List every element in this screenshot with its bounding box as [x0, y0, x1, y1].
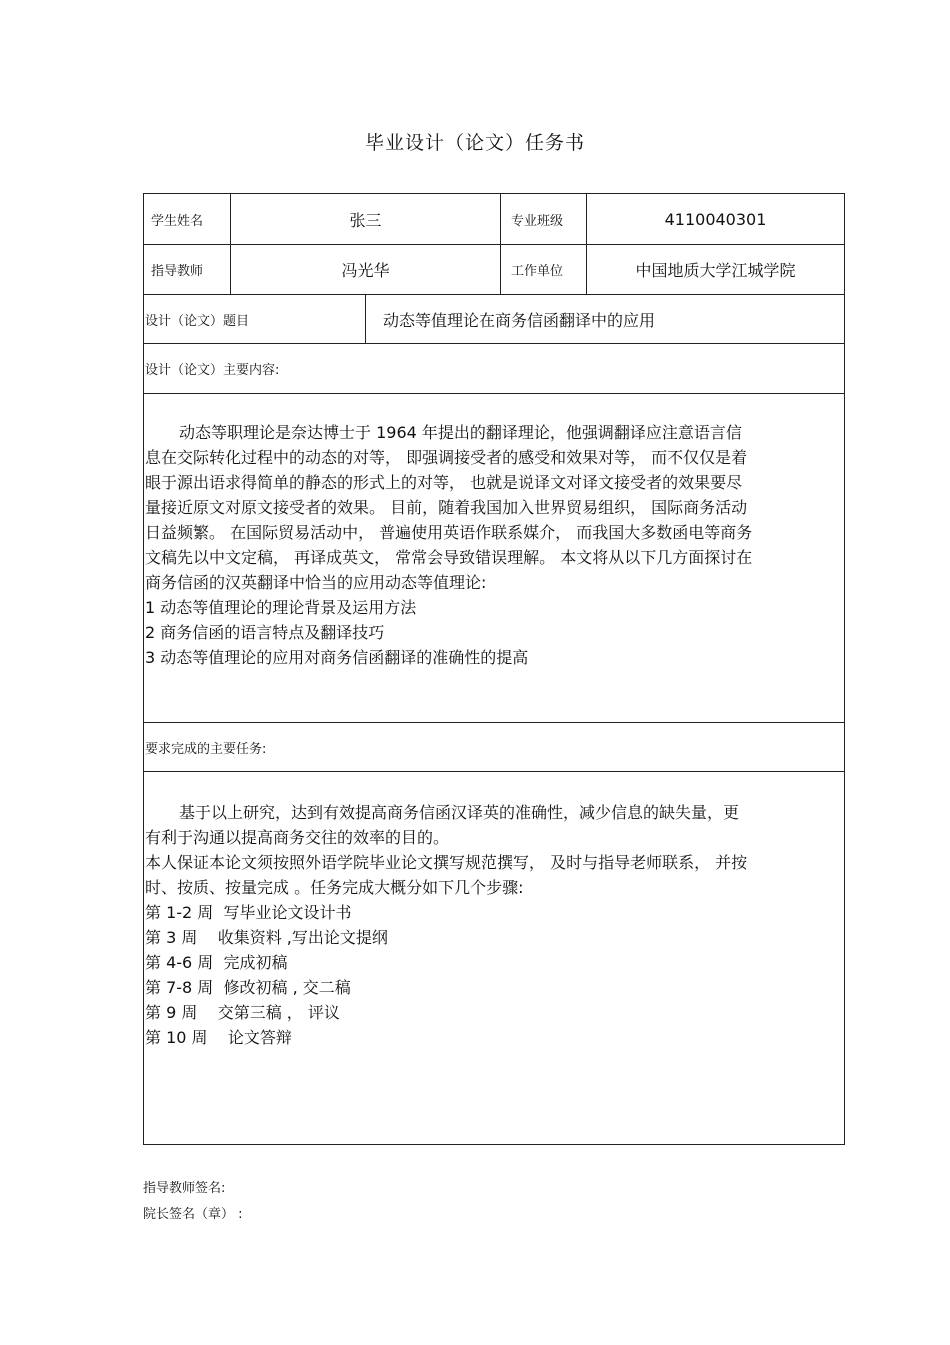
row-topic	[144, 295, 844, 344]
workplace-value: 中国地质大学江城学院	[635, 261, 796, 280]
task-form-table	[143, 193, 845, 1145]
content-item: 1 动态等值理论的理论背景及运用方法	[145, 598, 417, 617]
content-body	[145, 420, 838, 670]
row-content-body	[144, 394, 844, 723]
topic-value: 动态等值理论在商务信函翻译中的应用	[383, 310, 656, 330]
student-name-label: 学生姓名	[144, 194, 231, 244]
document-title: 毕业设计（论文）任务书	[364, 132, 585, 154]
content-section-label: 设计（论文）主要内容:	[145, 363, 280, 378]
schedule-step: 第 10 周 论文答辩	[145, 1028, 292, 1047]
content-line: 文稿先以中文定稿， 再译成英文， 常常会导致错误理解。 本文将从以下几方面探讨在	[145, 548, 753, 567]
major-class-label: 专业班级	[501, 194, 587, 244]
advisor-label: 指导教师	[144, 245, 231, 294]
tasks-section-label: 要求完成的主要任务:	[145, 741, 267, 757]
tasks-line: 时、按质、按量完成 。任务完成大概分如下几个步骤:	[145, 878, 524, 897]
topic-label: 设计（论文）题目	[144, 295, 366, 343]
advisor-value: 冯光华	[231, 245, 501, 294]
row-tasks-body	[144, 772, 844, 1144]
content-line: 息在交际转化过程中的动态的对等， 即强调接受者的感受和效果对等， 而不仅仅是着	[145, 448, 748, 467]
student-name-value: 张三	[231, 194, 501, 244]
content-line: 日益频繁。 在国际贸易活动中， 普遍使用英语作联系媒介， 而我国大多数函电等商务	[145, 523, 753, 542]
content-line: 量接近原文对原文接受者的效果。 目前，随着我国加入世界贸易组织， 国际商务活动	[145, 498, 748, 517]
schedule-step: 第 4-6 周 完成初稿	[145, 953, 288, 972]
row-tasks-label	[144, 723, 844, 772]
content-item: 2 商务信函的语言特点及翻译技巧	[145, 623, 385, 642]
workplace-label: 工作单位	[501, 245, 587, 294]
row-advisor	[144, 245, 844, 295]
content-line: 眼于源出语求得简单的静态的形式上的对等， 也就是说译文对译文接受者的效果要尽	[145, 473, 743, 492]
content-line: 商务信函的汉英翻译中恰当的应用动态等值理论:	[145, 573, 487, 592]
content-item: 3 动态等值理论的应用对商务信函翻译的准确性的提高	[145, 648, 529, 667]
content-line: 动态等职理论是奈达博士于 1964 年提出的翻译理论，他强调翻译应注意语言信	[179, 423, 742, 442]
dean-signature-line: 院长签名（章） :	[143, 1207, 243, 1222]
row-student	[144, 194, 844, 245]
tasks-line: 基于以上研究，达到有效提高商务信函汉译英的准确性，减少信息的缺失量，更	[179, 803, 740, 822]
tasks-body	[145, 800, 842, 1050]
tasks-line: 本人保证本论文须按照外语学院毕业论文撰写规范撰写， 及时与指导老师联系， 并按	[145, 853, 748, 872]
major-class-value: 4110040301	[664, 209, 767, 229]
schedule-step: 第 3 周 收集资料 ,写出论文提纲	[145, 928, 388, 947]
schedule-step: 第 9 周 交第三稿 ， 评议	[145, 1003, 340, 1022]
advisor-signature-line: 指导教师签名:	[143, 1181, 226, 1196]
schedule-step: 第 7-8 周 修改初稿 , 交二稿	[145, 978, 351, 997]
schedule-step: 第 1-2 周 写毕业论文设计书	[145, 903, 352, 922]
row-content-label	[144, 344, 844, 394]
tasks-line: 有利于沟通以提高商务交往的效率的目的。	[145, 828, 450, 847]
